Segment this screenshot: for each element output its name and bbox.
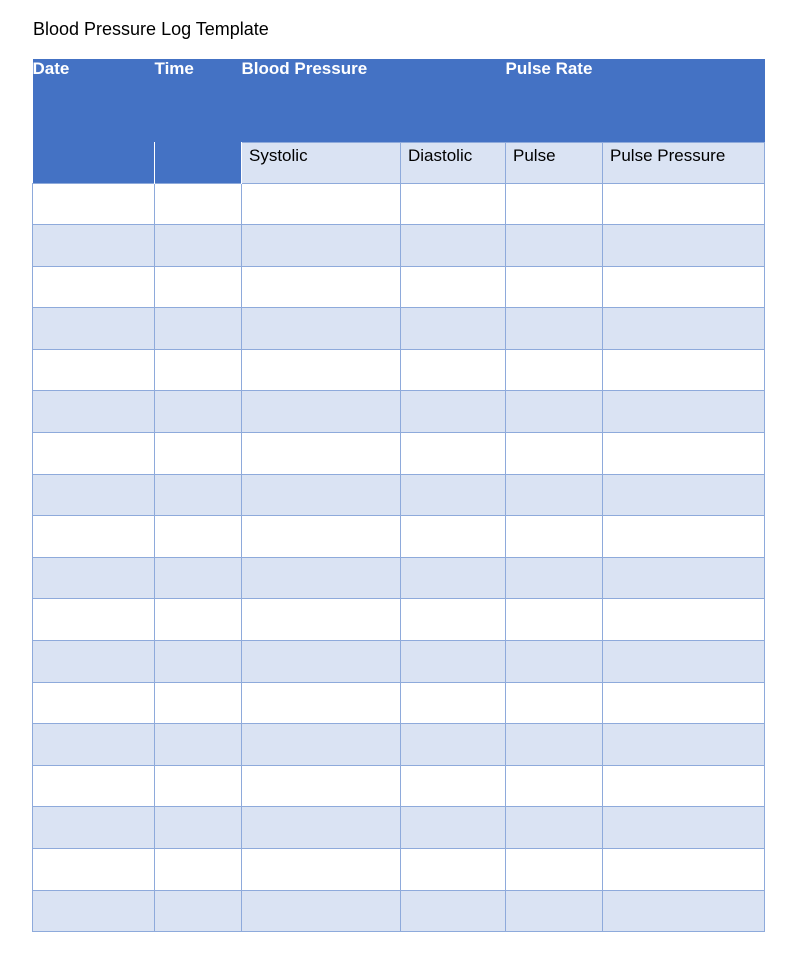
time-cell[interactable] <box>155 225 242 267</box>
table-row <box>33 308 765 350</box>
table-row <box>33 765 765 807</box>
systolic-cell[interactable] <box>242 433 401 475</box>
systolic-cell[interactable] <box>242 391 401 433</box>
systolic-cell[interactable] <box>242 641 401 683</box>
date-cell[interactable] <box>33 225 155 267</box>
subheader-row <box>33 142 765 183</box>
date-cell[interactable] <box>33 516 155 558</box>
pulse-pressure-cell[interactable] <box>603 516 765 558</box>
table-row <box>33 474 765 516</box>
table-row <box>33 225 765 267</box>
diastolic-cell[interactable] <box>401 557 506 599</box>
table-row <box>33 849 765 891</box>
date-cell[interactable] <box>33 724 155 766</box>
diastolic-cell[interactable] <box>401 349 506 391</box>
pulse-cell[interactable] <box>506 308 603 350</box>
date-cell[interactable] <box>33 807 155 849</box>
pulse-cell[interactable] <box>506 391 603 433</box>
pulse-cell[interactable] <box>506 183 603 225</box>
pulse-pressure-cell[interactable] <box>603 807 765 849</box>
time-cell[interactable] <box>155 183 242 225</box>
pulse-pressure-cell[interactable] <box>603 682 765 724</box>
pulse-pressure-cell[interactable] <box>603 308 765 350</box>
pulse-pressure-cell[interactable] <box>603 641 765 683</box>
systolic-cell[interactable] <box>242 599 401 641</box>
table-row <box>33 557 765 599</box>
table-row <box>33 433 765 475</box>
time-cell[interactable] <box>155 433 242 475</box>
time-cell[interactable] <box>155 890 242 932</box>
diastolic-cell[interactable] <box>401 724 506 766</box>
systolic-cell[interactable] <box>242 308 401 350</box>
date-cell[interactable] <box>33 391 155 433</box>
systolic-cell[interactable] <box>242 765 401 807</box>
header-row <box>33 59 765 142</box>
pulse-cell[interactable] <box>506 765 603 807</box>
systolic-cell[interactable] <box>242 557 401 599</box>
systolic-cell[interactable] <box>242 183 401 225</box>
header-blood-pressure: Blood Pressure <box>242 59 506 142</box>
diastolic-cell[interactable] <box>401 474 506 516</box>
pulse-cell[interactable] <box>506 682 603 724</box>
pulse-pressure-cell[interactable] <box>603 183 765 225</box>
pulse-pressure-cell[interactable] <box>603 225 765 267</box>
subheader-systolic: Systolic <box>242 142 401 183</box>
pulse-pressure-cell[interactable] <box>603 266 765 308</box>
date-cell[interactable] <box>33 765 155 807</box>
pulse-cell[interactable] <box>506 849 603 891</box>
pulse-cell[interactable] <box>506 807 603 849</box>
date-cell[interactable] <box>33 433 155 475</box>
subheader-diastolic: Diastolic <box>401 142 506 183</box>
pulse-cell[interactable] <box>506 557 603 599</box>
time-cell[interactable] <box>155 765 242 807</box>
pulse-pressure-cell[interactable] <box>603 433 765 475</box>
diastolic-cell[interactable] <box>401 183 506 225</box>
time-cell[interactable] <box>155 308 242 350</box>
systolic-cell[interactable] <box>242 349 401 391</box>
time-cell[interactable] <box>155 391 242 433</box>
time-cell[interactable] <box>155 516 242 558</box>
table-row <box>33 266 765 308</box>
date-cell[interactable] <box>33 474 155 516</box>
date-cell[interactable] <box>33 349 155 391</box>
table-row <box>33 807 765 849</box>
time-cell[interactable] <box>155 849 242 891</box>
pulse-cell[interactable] <box>506 599 603 641</box>
table-row <box>33 516 765 558</box>
diastolic-cell[interactable] <box>401 807 506 849</box>
time-cell[interactable] <box>155 724 242 766</box>
header-time: Time <box>155 59 242 142</box>
time-cell[interactable] <box>155 266 242 308</box>
date-cell[interactable] <box>33 599 155 641</box>
header-date: Date <box>33 59 155 142</box>
pulse-pressure-cell[interactable] <box>603 765 765 807</box>
diastolic-cell[interactable] <box>401 765 506 807</box>
pulse-cell[interactable] <box>506 349 603 391</box>
pulse-cell[interactable] <box>506 890 603 932</box>
systolic-cell[interactable] <box>242 225 401 267</box>
time-cell[interactable] <box>155 641 242 683</box>
pulse-cell[interactable] <box>506 516 603 558</box>
time-cell[interactable] <box>155 682 242 724</box>
pulse-cell[interactable] <box>506 433 603 475</box>
diastolic-cell[interactable] <box>401 849 506 891</box>
table-row <box>33 724 765 766</box>
systolic-cell[interactable] <box>242 516 401 558</box>
systolic-cell[interactable] <box>242 724 401 766</box>
subheader-pulse-pressure: Pulse Pressure <box>603 142 765 183</box>
diastolic-cell[interactable] <box>401 890 506 932</box>
pulse-pressure-cell[interactable] <box>603 391 765 433</box>
diastolic-cell[interactable] <box>401 599 506 641</box>
systolic-cell[interactable] <box>242 849 401 891</box>
table-row <box>33 183 765 225</box>
diastolic-cell[interactable] <box>401 516 506 558</box>
pulse-cell[interactable] <box>506 641 603 683</box>
diastolic-cell[interactable] <box>401 391 506 433</box>
table-row <box>33 349 765 391</box>
date-cell[interactable] <box>33 183 155 225</box>
pulse-pressure-cell[interactable] <box>603 474 765 516</box>
time-cell[interactable] <box>155 807 242 849</box>
date-cell[interactable] <box>33 890 155 932</box>
date-cell[interactable] <box>33 308 155 350</box>
pulse-cell[interactable] <box>506 266 603 308</box>
date-cell[interactable] <box>33 641 155 683</box>
table-row <box>33 641 765 683</box>
pulse-pressure-cell[interactable] <box>603 890 765 932</box>
table-row <box>33 890 765 932</box>
pulse-pressure-cell[interactable] <box>603 724 765 766</box>
systolic-cell[interactable] <box>242 474 401 516</box>
table-row <box>33 391 765 433</box>
time-cell[interactable] <box>155 474 242 516</box>
date-cell[interactable] <box>33 266 155 308</box>
diastolic-cell[interactable] <box>401 308 506 350</box>
diastolic-cell[interactable] <box>401 266 506 308</box>
page-title: Blood Pressure Log Template <box>33 19 269 39</box>
pulse-pressure-cell[interactable] <box>603 849 765 891</box>
systolic-cell[interactable] <box>242 807 401 849</box>
time-cell[interactable] <box>155 599 242 641</box>
header-pulse-rate: Pulse Rate <box>506 59 765 142</box>
systolic-cell[interactable] <box>242 890 401 932</box>
time-cell[interactable] <box>155 557 242 599</box>
subheader-date-blank <box>33 142 155 183</box>
pulse-cell[interactable] <box>506 474 603 516</box>
diastolic-cell[interactable] <box>401 682 506 724</box>
date-cell[interactable] <box>33 682 155 724</box>
subheader-time-blank <box>155 142 242 183</box>
table-row <box>33 599 765 641</box>
diastolic-cell[interactable] <box>401 641 506 683</box>
pulse-pressure-cell[interactable] <box>603 349 765 391</box>
subheader-pulse: Pulse <box>506 142 603 183</box>
diastolic-cell[interactable] <box>401 225 506 267</box>
pulse-pressure-cell[interactable] <box>603 599 765 641</box>
table-row <box>33 682 765 724</box>
date-cell[interactable] <box>33 849 155 891</box>
systolic-cell[interactable] <box>242 682 401 724</box>
time-cell[interactable] <box>155 349 242 391</box>
systolic-cell[interactable] <box>242 266 401 308</box>
diastolic-cell[interactable] <box>401 433 506 475</box>
pulse-cell[interactable] <box>506 724 603 766</box>
pulse-cell[interactable] <box>506 225 603 267</box>
blood-pressure-log-table <box>32 59 765 932</box>
date-cell[interactable] <box>33 557 155 599</box>
pulse-pressure-cell[interactable] <box>603 557 765 599</box>
